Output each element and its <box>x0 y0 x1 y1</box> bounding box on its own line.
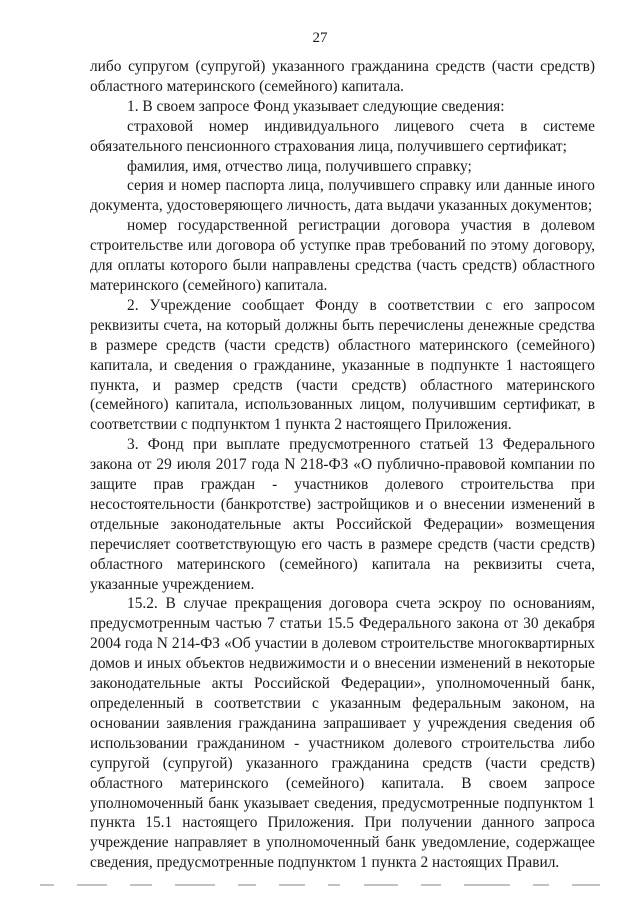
paragraph-insurance-number: страховой номер индивидуального лицевого счета в системе обязательного пенсионного страхования лица, получившего сертификат; <box>90 117 595 155</box>
document-body <box>90 57 595 873</box>
paragraph-15-2: 15.2. В случае прекращения договора счета эскроу по основаниям, предусмотренным частью 7 статьи 15.5 Федерального закона от 30 декабря 2004 года N 214-ФЗ «Об участии в долевом строительстве многоквартирных домов и иных объектов недвижимости и о внесении изменений в некоторые законодательные акты Российской Федерации», уполномоченный банк, определенный в соответствии с указанным федеральным законом, на основании заявления гражданина запрашивает у учреждения сведения об использовании гражданином - участником долевого строительства либо супругой (супругой) указанного гражданина средств (части средств) областного материнского (семейного) капитала. В своем запросе уполномоченный банк указывает сведения, предусмотренные подпунктом 1 пункта 15.1 настоящего Приложения. При получении данного запроса учреждение направляет в уполномоченный банк уведомление, содержащее сведения, предусмотренные подпунктом 1 пункта 2 настоящих Правил. <box>90 595 595 872</box>
paragraph-full-name: фамилия, имя, отчество лица, получившего справку; <box>127 157 472 175</box>
scan-artifact-line <box>40 884 600 887</box>
paragraph-item-2: 2. Учреждение сообщает Фонду в соответствии с его запросом реквизиты счета, на который должны быть перечислены денежные средства в размере средств (части средств) областного материнского (семейного) капитала, и сведения о гражданине, указанные в подпункте 1 настоящего пункта, и размер средств (части средств) областного материнского (семейного) капитала, использованных лицом, получившим сертификат, в соответствии с подпунктом 1 пункта 2 настоящего Приложения. <box>90 296 595 434</box>
paragraph-continuation: либо супругом (супругой) указанного гражданина средств (части средств) областного материнского (семейного) капитала. <box>90 58 595 95</box>
paragraph-passport: серия и номер паспорта лица, получившего справку или данные иного документа, удостоверяющего личность, дата выдачи указанных документов; <box>90 177 595 215</box>
paragraph-registration-number: номер государственной регистрации договора участия в долевом строительстве или договора об уступке прав требований по этому договору, для оплаты которого были направлены средства (часть средств) областного материнского (семейного) капитала. <box>90 217 595 294</box>
paragraph-item-3: 3. Фонд при выплате предусмотренного статьей 13 Федерального закона от 29 июля 2017 года N 218-ФЗ «О публично-правовой компании по защите прав граждан - участников долевого строительства при несостоятельности (банкротстве) застройщиков и о внесении изменений в отдельные законодательные акты Российской Федерации» возмещения перечисляет соответствующую его часть в размере средств (части средств) областного материнского (семейного) капитала на реквизиты счета, указанные учреждением. <box>90 436 595 593</box>
paragraph-item-1-intro: 1. В своем запросе Фонд указывает следующие сведения: <box>127 97 505 115</box>
page-number: 27 <box>312 30 328 46</box>
